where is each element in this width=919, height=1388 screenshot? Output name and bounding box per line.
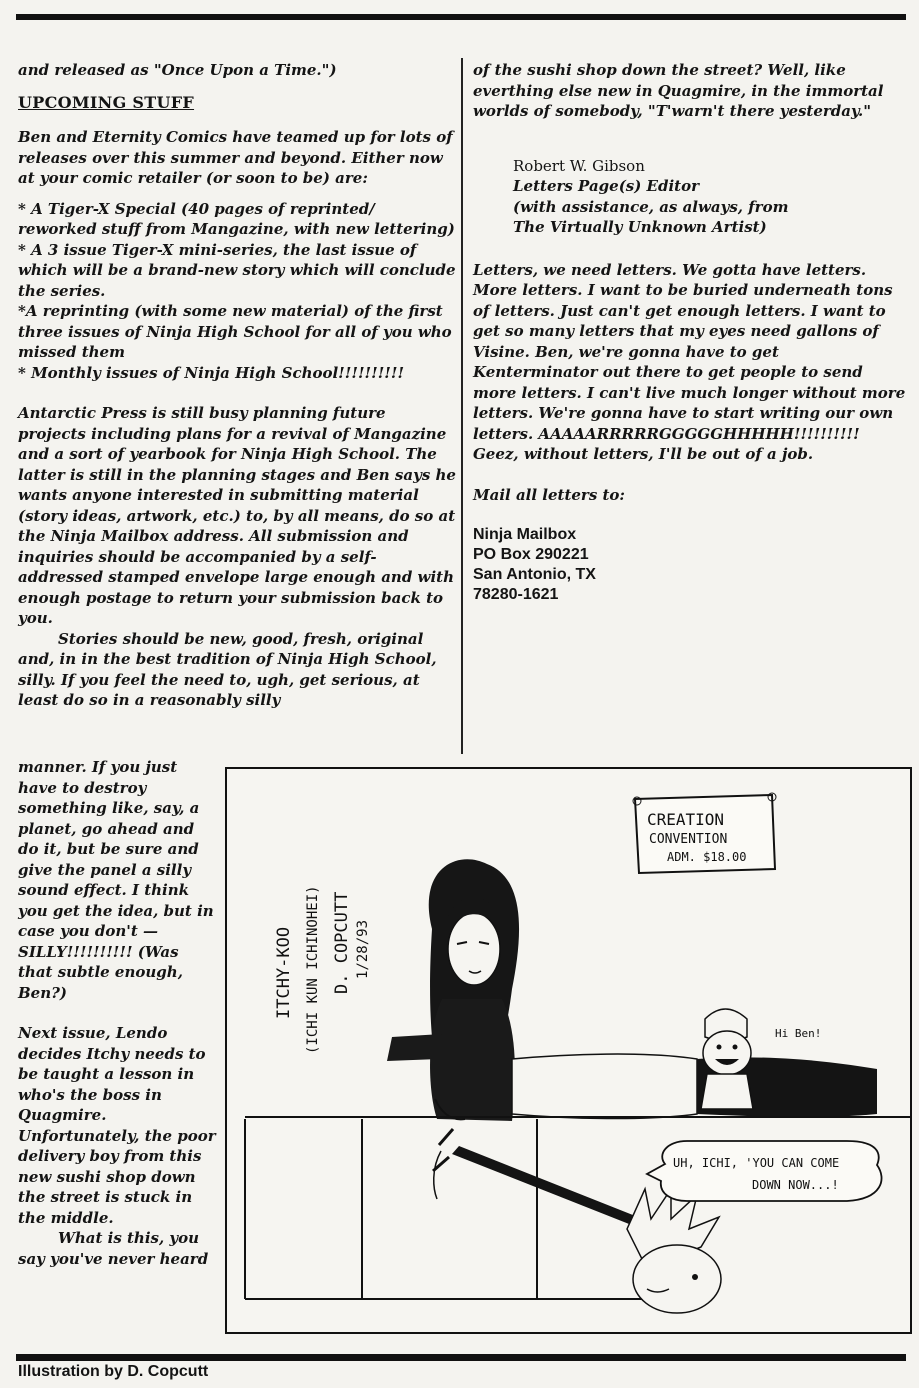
illustration-drawing	[227, 769, 910, 1332]
closing-paragraph: What is this, you say you've never heard	[18, 1229, 209, 1268]
address-line: San Antonio, TX	[473, 566, 596, 583]
editor-title: Letters Page(s) Editor	[513, 177, 700, 195]
address-line: PO Box 290221	[473, 546, 589, 563]
convention-sign	[633, 793, 776, 873]
speech-line-2: DOWN NOW...!	[752, 1178, 839, 1192]
mailing-address	[473, 525, 908, 605]
bottom-rule	[16, 1354, 906, 1361]
bullet-item: * Monthly issues of Ninja High School!!!!!!!!!!	[18, 363, 405, 382]
column-divider	[461, 58, 463, 754]
speech-line-1: UH, ICHI, 'YOU CAN COME	[673, 1156, 840, 1170]
artist-signature: D. COPCUTT	[332, 891, 352, 994]
delivery-boy	[627, 1189, 721, 1313]
sign-line-3: ADM. $18.00	[667, 850, 747, 864]
antarctic-paragraph: Antarctic Press is still busy planning future projects including plans for a revival of Mangazine and a sort of yearbook for Ninja High School. The latter is still in the planning stages and Ben says he wants anyone interested in submitting material (story ideas, artwork, etc.) to, by all means, do so at the Ninja Mailbox address. All submission and inquiries should be accompanied by a self-addressed stamped envelope large enough and with enough postage to return your submission back to you.	[18, 404, 456, 627]
stories-paragraph: Stories should be new, good, fresh, original and, in in the best tradition of Ninja High School, silly. If you feel the need to, ugh, get serious, at least do so in a reasonably silly	[18, 629, 437, 709]
editor-note-line: (with assistance, as always, from	[513, 197, 789, 216]
sign-line-2: CONVENTION	[649, 832, 728, 847]
mail-label: Mail all letters to:	[473, 485, 625, 504]
vertical-title: ITCHY-KOO	[274, 926, 294, 1019]
signature-block	[513, 156, 908, 238]
woman-figure	[387, 859, 877, 1121]
speech-bubble	[647, 1141, 882, 1201]
bullet-item: *A reprinting (with some new material) of the first three issues of Ninja High School for all of you who missed them	[18, 302, 452, 361]
intro-line: and released as "Once Upon a Time.")	[18, 61, 337, 79]
vertical-subtitle: (ICHI KUN ICHINOHEI)	[305, 885, 321, 1054]
editor-note-line: The Virtually Unknown Artist)	[513, 218, 767, 236]
bullet-item: * A Tiger-X Special (40 pages of reprinted/ reworked stuff from Mangazine, with new lettering)	[18, 199, 455, 238]
upcoming-paragraph: Ben and Eternity Comics have teamed up for lots of releases over this summer and beyond. Either now at your comic retailer (or soon to be) are:	[18, 128, 453, 187]
next-issue-paragraph: Next issue, Lendo decides Itchy needs to be taught a lesson in who's the boss in Quagmire. Unfortunately, the poor delivery boy from this new sushi shop down the street is stuck in the middle.	[18, 1024, 216, 1227]
signature-date: 1/28/93	[355, 919, 371, 979]
small-speech: Hi Ben!	[775, 1027, 822, 1040]
bullet-item: * A 3 issue Tiger-X mini-series, the last issue of which will be a brand-new story which will conclude the series.	[18, 240, 456, 300]
stories-paragraph-continued: manner. If you just have to destroy something like, say, a planet, go ahead and do it, but be sure and give the panel a silly sound effect. I think you get the idea, but in case you don't —SILLY!!!!!!!!!! (Was that subtle enough, Ben?)	[18, 758, 214, 1002]
address-name: Ninja Mailbox	[473, 526, 577, 543]
editor-name: Robert W. Gibson	[513, 156, 645, 175]
sushi-paragraph: of the sushi shop down the street? Well, like everthing else new in Quagmire, in the immortal worlds of somebody, "T'warn't there yesterday."	[473, 61, 884, 120]
left-narrow-column	[18, 757, 218, 1269]
top-rule	[16, 14, 906, 20]
right-column	[473, 60, 908, 605]
illustration-credit: Illustration by D. Copcutt	[18, 1363, 209, 1380]
left-column	[18, 60, 458, 711]
letters-paragraph: Letters, we need letters. We gotta have letters. More letters. I want to be buried underneath tons of letters. Just can't get enough letters. I want to get so many letters that my eyes need gallons of Visine. Ben, we're gonna have to get Kenterminator out there to get people to send more letters. I can't live much longer without more letters. We're gonna have to start writing our own letters. AAAAARRRRRGGGGGHHHHH!!!!!!!!!! Geez, without letters, I'll be out of a job.	[473, 260, 906, 463]
section-heading: UPCOMING STUFF	[18, 92, 195, 112]
sign-line-1: CREATION	[647, 810, 725, 829]
address-line: 78280-1621	[473, 586, 559, 603]
illustration	[225, 767, 912, 1334]
